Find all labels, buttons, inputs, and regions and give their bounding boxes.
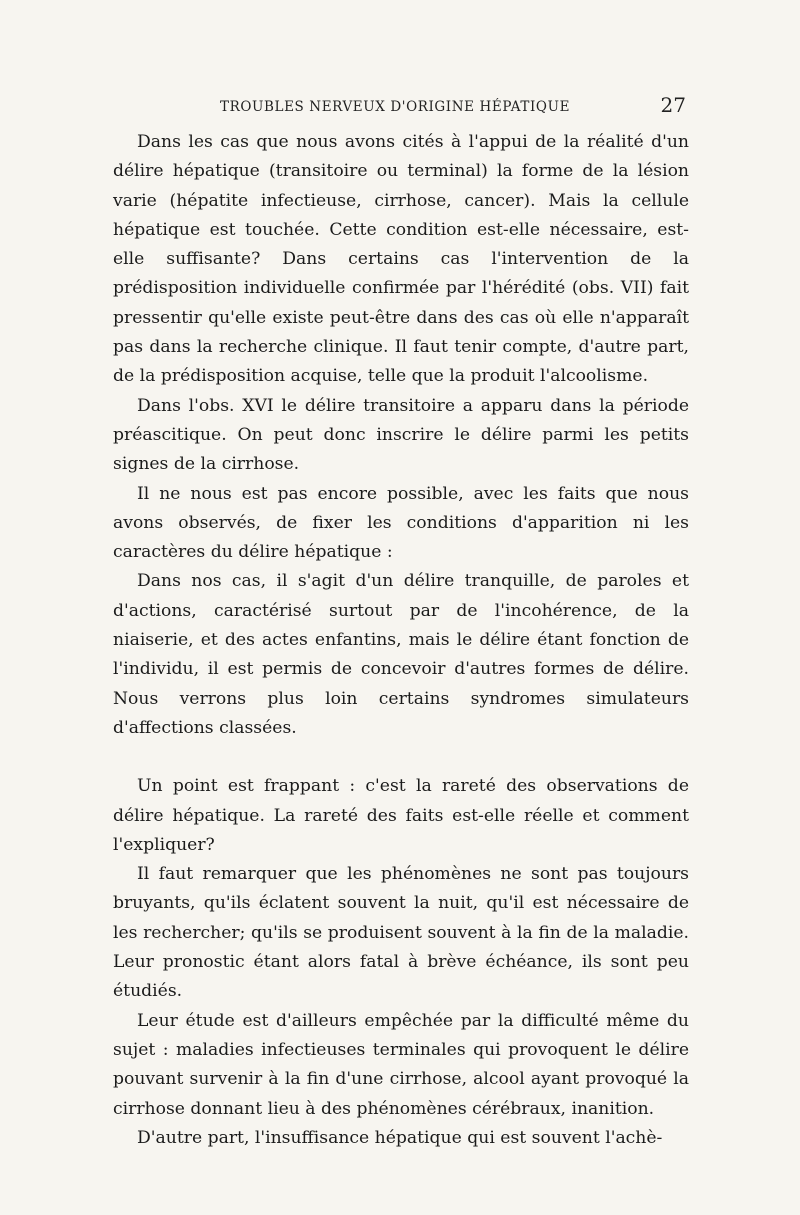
running-head [114,93,686,117]
paragraph: Il faut remarquer que les phénomènes ne sont pas toujours bruyants, qu'ils éclatent souvent la nuit, qu'il est nécessaire de les rechercher; qu'ils se produisent souvent à la fin de la maladie. Leur pronostic étant alors fatal à brève échéance, ils sont peu étudiés. [113,864,689,1002]
paragraph: Dans les cas que nous avons cités à l'appui de la réalité d'un délire hépatique (transitoire ou terminal) la forme de la lésion varie (hépatite infectieuse, cirrhose, cancer). Mais la cellule hépatique est touchée. Cette condition est-elle nécessaire, est-elle suffisante? Dans certains cas l'intervention de la prédisposition individuelle confirmée par l'hérédité (obs. VII) fait pressentir qu'elle existe peut-être dans des cas où elle n'apparaît pas dans la recherche clinique. Il faut tenir compte, d'autre part, de la prédisposition acquise, telle que la produit l'alcoolisme. [113,132,689,387]
paragraph: Dans nos cas, il s'agit d'un délire tranquille, de paroles et d'actions, caractérisé surtout par de l'incohérence, de la niaiserie, et des actes enfantins, mais le délire étant fonction de l'individu, il est permis de concevoir d'autres formes de délire. Nous verrons plus loin certains syndromes simulateurs d'affections classées. [113,571,689,738]
paragraph: D'autre part, l'insuffisance hépatique qui est souvent l'achè- [137,1127,663,1148]
body-text [113,128,689,1153]
paragraph: Dans l'obs. XVI le délire transitoire a apparu dans la période préascitique. On peut donc inscrire le délire parmi les petits signes de la cirrhose. [113,395,689,475]
page-number: 27 [660,93,686,117]
running-title: TROUBLES NERVEUX D'ORIGINE HÉPATIQUE [220,99,571,115]
paragraph: Leur étude est d'ailleurs empêchée par la difficulté même du sujet : maladies infectieuses terminales qui provoquent le délire pouvant survenir à la fin d'une cirrhose, alcool ayant provoqué la cirrhose donnant lieu à des phénomènes cérébraux, inanition. [113,1010,689,1119]
paragraph: Il ne nous est pas encore possible, avec les faits que nous avons observés, de fixer les conditions d'apparition ni les caractères du délire hépatique : [113,483,689,563]
paragraph: Un point est frappant : c'est la rareté des observations de délire hépatique. La rareté des faits est-elle réelle et comment l'expliquer? [113,776,689,855]
